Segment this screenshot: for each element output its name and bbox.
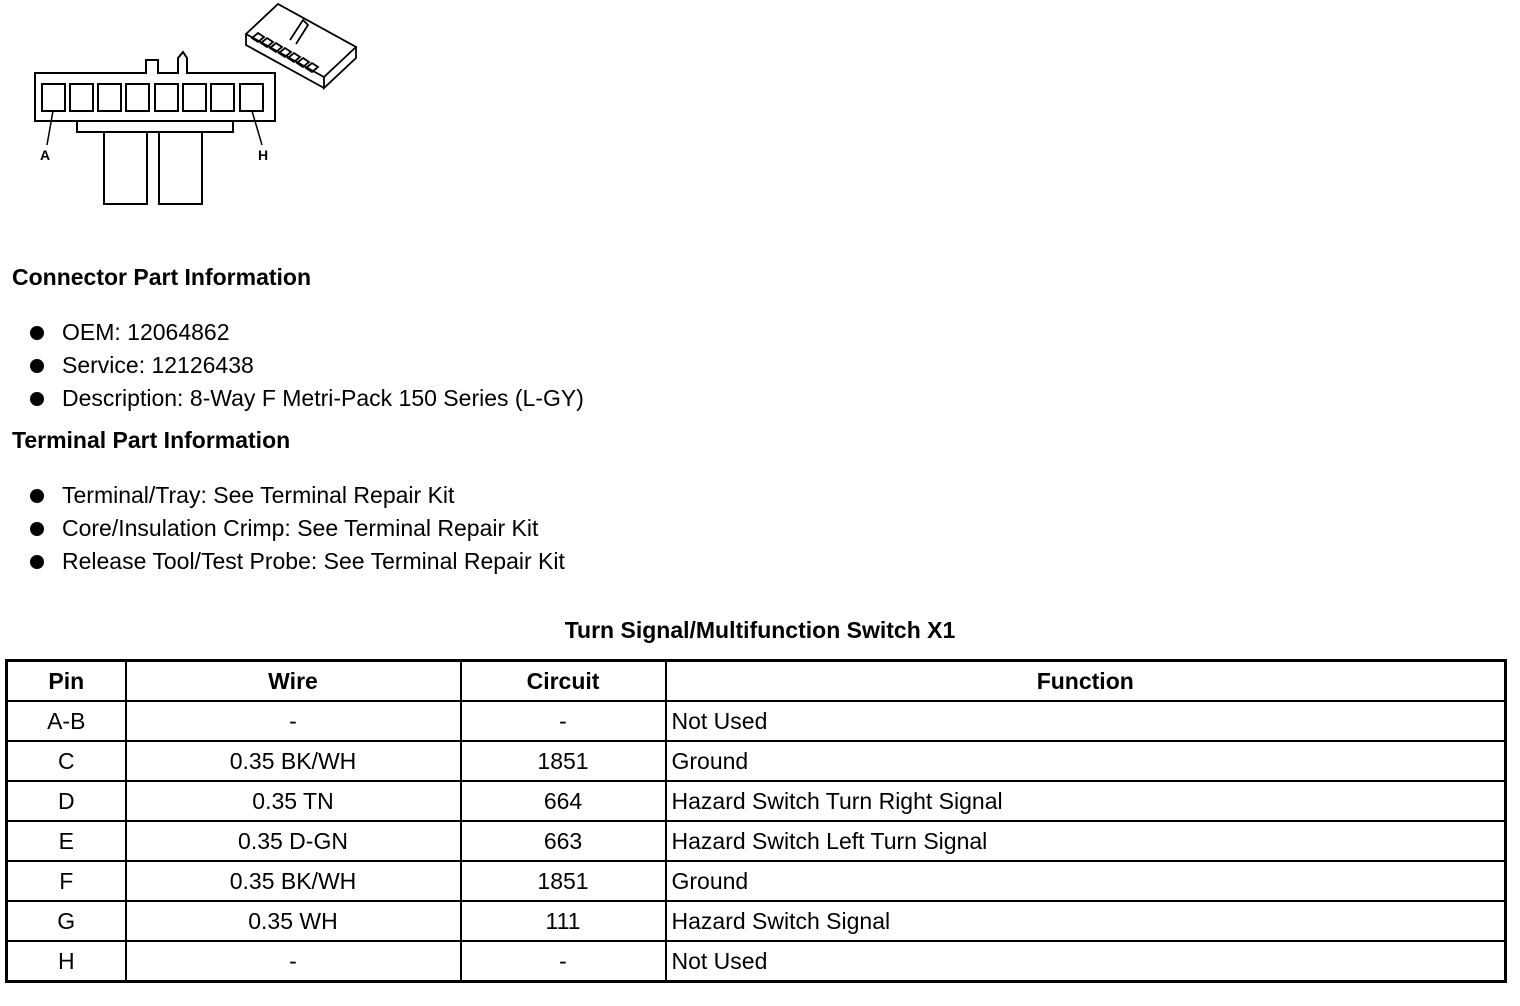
cell-pin: A-B — [7, 701, 126, 741]
table-row — [7, 821, 1506, 861]
cell-function: Ground — [666, 861, 1506, 901]
cell-circuit: 1851 — [461, 741, 666, 781]
bullet-icon — [30, 522, 44, 536]
pin-label-a: A — [40, 147, 51, 163]
connector-iso-inset — [246, 4, 356, 88]
connector-description: Description: 8-Way F Metri-Pack 150 Series (L-GY) — [62, 385, 584, 411]
bullet-icon — [30, 489, 44, 503]
connector-latch-line — [77, 121, 233, 132]
cell-wire: 0.35 BK/WH — [126, 741, 461, 781]
cell-function: Hazard Switch Left Turn Signal — [666, 821, 1506, 861]
connector-info-heading: Connector Part Information — [12, 264, 312, 290]
connector-info-list — [28, 316, 584, 415]
cell-wire: 0.35 TN — [126, 781, 461, 821]
cell-pin: E — [7, 821, 126, 861]
cell-pin: G — [7, 901, 126, 941]
column-header-wire: Wire — [126, 661, 461, 702]
bullet-icon — [30, 555, 44, 569]
cell-circuit: 663 — [461, 821, 666, 861]
leader-line-h — [252, 111, 262, 145]
cell-pin: C — [7, 741, 126, 781]
cell-circuit: 111 — [461, 901, 666, 941]
terminal-info-list — [28, 479, 565, 578]
table-row — [7, 941, 1506, 982]
cell-pin: D — [7, 781, 126, 821]
cell-wire: 0.35 BK/WH — [126, 861, 461, 901]
cell-function: Hazard Switch Turn Right Signal — [666, 781, 1506, 821]
bullet-icon — [30, 392, 44, 406]
column-header-pin: Pin — [7, 661, 126, 702]
list-item — [28, 512, 565, 545]
cell-circuit: - — [461, 941, 666, 982]
cell-circuit: - — [461, 701, 666, 741]
list-item — [28, 545, 565, 578]
table-row — [7, 861, 1506, 901]
connector-service: Service: 12126438 — [62, 352, 254, 378]
table-row — [7, 901, 1506, 941]
pin-table — [5, 659, 1507, 983]
terminal-release-tool: Release Tool/Test Probe: See Terminal Repair Kit — [62, 548, 565, 574]
connector-oem: OEM: 12064862 — [62, 319, 230, 345]
cell-wire: - — [126, 941, 461, 982]
cell-function: Hazard Switch Signal — [666, 901, 1506, 941]
cell-circuit: 664 — [461, 781, 666, 821]
wire-lead-right — [159, 132, 202, 204]
list-item — [28, 349, 584, 382]
cell-circuit: 1851 — [461, 861, 666, 901]
list-item — [28, 479, 565, 512]
cell-function: Not Used — [666, 941, 1506, 982]
pin-label-h: H — [258, 147, 269, 163]
cell-wire: 0.35 D-GN — [126, 821, 461, 861]
cell-pin: H — [7, 941, 126, 982]
table-row — [7, 741, 1506, 781]
terminal-info-heading: Terminal Part Information — [12, 427, 291, 453]
leader-line-a — [47, 111, 53, 145]
table-header-row — [7, 661, 1506, 702]
cell-wire: 0.35 WH — [126, 901, 461, 941]
table-row — [7, 701, 1506, 741]
connector-diagram — [30, 0, 370, 215]
table-row — [7, 781, 1506, 821]
bullet-icon — [30, 359, 44, 373]
table-title: Turn Signal/Multifunction Switch X1 — [564, 617, 956, 643]
terminal-tray: Terminal/Tray: See Terminal Repair Kit — [62, 482, 455, 508]
cell-function: Not Used — [666, 701, 1506, 741]
cell-function: Ground — [666, 741, 1506, 781]
column-header-circuit: Circuit — [461, 661, 666, 702]
terminal-crimp: Core/Insulation Crimp: See Terminal Repair Kit — [62, 515, 539, 541]
column-header-function: Function — [666, 661, 1506, 702]
wire-lead-left — [104, 132, 147, 204]
terminal-cavities — [42, 84, 263, 111]
cell-wire: - — [126, 701, 461, 741]
cell-pin: F — [7, 861, 126, 901]
list-item — [28, 382, 584, 415]
list-item — [28, 316, 584, 349]
bullet-icon — [30, 326, 44, 340]
